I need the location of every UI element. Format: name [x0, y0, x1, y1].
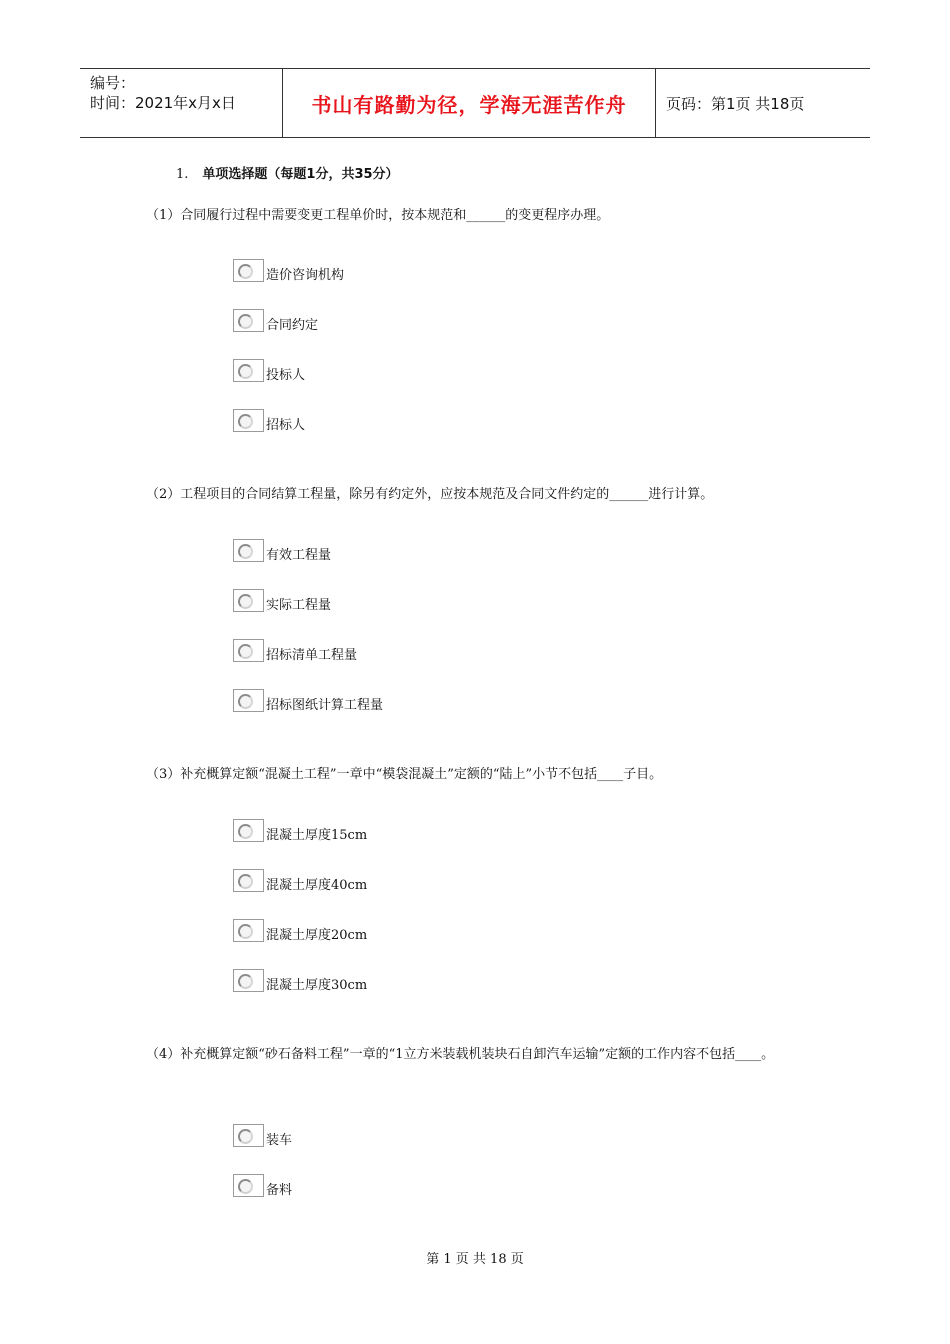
- option-label: 备料: [266, 1183, 293, 1198]
- option-label: 装车: [266, 1133, 293, 1148]
- radio-button[interactable]: [233, 969, 264, 992]
- radio-button[interactable]: [233, 409, 264, 432]
- radio-button[interactable]: [233, 1174, 264, 1197]
- option-label: 混凝土厚度30cm: [266, 978, 368, 993]
- time-label: 时间：2021年x月x日: [90, 94, 236, 112]
- option-label: 投标人: [266, 368, 306, 383]
- header-motto: 书山有路勤为径，学海无涯苦作舟: [282, 69, 656, 137]
- option-label: 实际工程量: [266, 598, 332, 613]
- option-q3-b[interactable]: [233, 868, 367, 894]
- option-label: 招标人: [266, 418, 306, 433]
- option-label: 合同约定: [266, 318, 319, 333]
- option-q2-b[interactable]: [233, 588, 331, 614]
- page-header: [80, 68, 870, 138]
- header-page-info: 页码：第1页 共18页: [666, 94, 805, 113]
- question-1: （1）合同履行过程中需要变更工程单价时，按本规范和______的变更程序办理。: [146, 208, 610, 223]
- header-meta: [80, 69, 282, 137]
- radio-button[interactable]: [233, 639, 264, 662]
- option-q1-b[interactable]: [233, 308, 318, 334]
- option-q2-a[interactable]: [233, 538, 331, 564]
- option-q1-a[interactable]: [233, 258, 344, 284]
- option-label: 招标清单工程量: [266, 648, 358, 663]
- question-3: （3）补充概算定额“混凝土工程”一章中“模袋混凝土”定额的“陆上”小节不包括____子目。: [146, 767, 663, 782]
- option-q2-c[interactable]: [233, 638, 357, 664]
- option-label: 混凝土厚度40cm: [266, 878, 368, 893]
- option-label: 有效工程量: [266, 548, 332, 563]
- option-q3-c[interactable]: [233, 918, 367, 944]
- radio-button[interactable]: [233, 309, 264, 332]
- option-label: 混凝土厚度20cm: [266, 928, 368, 943]
- section-heading: 单项选择题（每题1分，共35分）: [202, 167, 399, 182]
- option-label: 招标图纸计算工程量: [266, 698, 384, 713]
- radio-button[interactable]: [233, 539, 264, 562]
- radio-button[interactable]: [233, 1124, 264, 1147]
- radio-button[interactable]: [233, 359, 264, 382]
- option-q1-d[interactable]: [233, 408, 305, 434]
- number-label: 编号：: [90, 74, 136, 92]
- page-footer: 第 1 页 共 18 页: [426, 1252, 524, 1267]
- radio-button[interactable]: [233, 869, 264, 892]
- option-q3-a[interactable]: [233, 818, 367, 844]
- radio-button[interactable]: [233, 589, 264, 612]
- radio-button[interactable]: [233, 259, 264, 282]
- option-label: 造价咨询机构: [266, 268, 345, 283]
- option-q4-b[interactable]: [233, 1173, 292, 1199]
- option-q4-a[interactable]: [233, 1123, 292, 1149]
- option-label: 混凝土厚度15cm: [266, 828, 368, 843]
- option-q1-c[interactable]: [233, 358, 305, 384]
- option-q2-d[interactable]: [233, 688, 383, 714]
- radio-button[interactable]: [233, 689, 264, 712]
- section-title: [176, 163, 399, 182]
- radio-button[interactable]: [233, 919, 264, 942]
- question-2: （2）工程项目的合同结算工程量，除另有约定外，应按本规范及合同文件约定的______进行计算。: [146, 487, 714, 502]
- radio-button[interactable]: [233, 819, 264, 842]
- option-q3-d[interactable]: [233, 968, 367, 994]
- question-4: （4）补充概算定额“砂石备料工程”一章的“1立方米装载机装块石自卸汽车运输”定额的工作内容不包括____。: [146, 1047, 775, 1062]
- section-number: 1.: [176, 167, 189, 182]
